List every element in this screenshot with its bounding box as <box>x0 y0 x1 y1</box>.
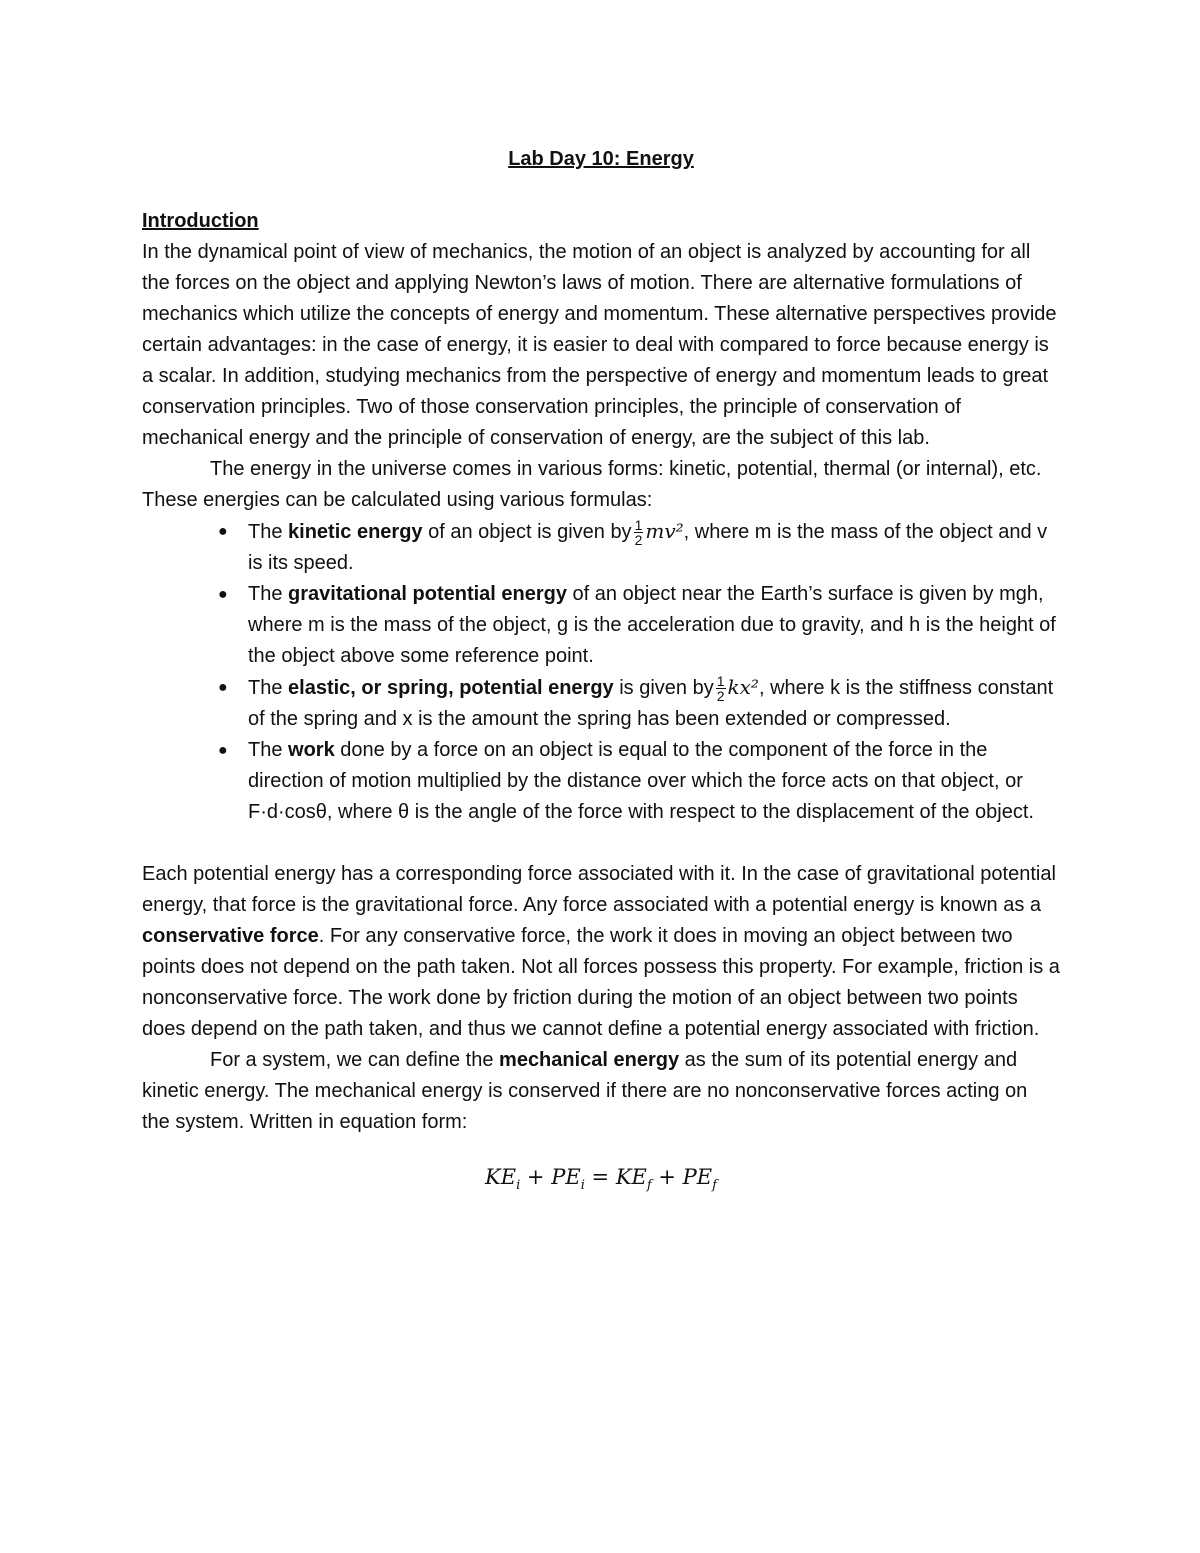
bullet-icon: ● <box>218 679 228 696</box>
paragraph-text: as the sum of its potential energy and kinetic energy. The mechanical energy is conserved if there are no nonconservative forces acting on the system. Written in equation form: <box>142 1049 1028 1133</box>
equation-subscript: f <box>712 1178 717 1194</box>
equation-term: KE <box>485 1165 517 1189</box>
bullet-icon: ● <box>218 523 228 540</box>
equation-subscript: f <box>646 1178 652 1194</box>
fraction-numerator: 1 <box>634 517 643 534</box>
list-item-gravitational-potential-energy <box>142 579 1060 672</box>
document-body <box>142 144 1060 1201</box>
intro-paragraph-1: In the dynamical point of view of mechanics, the motion of an object is analyzed by accounting for all the forces on the object and applying Newton’s laws of motion. There are alternative formulations of mechanics which utilize the concepts of energy and momentum. These alternative perspectives provide certain advantages: in the case of energy, it is easier to deal with compared to force because energy is a scalar. In addition, studying mechanics from the perspective of energy and momentum leads to great conservation principles. Two of those conservation principles, the principle of conservation of mechanical energy and the principle of conservation of energy, are the subject of this lab. <box>142 241 1057 449</box>
list-item-kinetic-energy <box>142 516 1060 579</box>
page-title: Lab Day 10: Energy <box>508 148 694 170</box>
fraction-denominator: 2 <box>634 532 643 549</box>
paragraph-text: . For any conservative force, the work it does in moving an object between two points does not depend on the path taken. Not all forces possess this property. For example, friction is a nonconservative force. The work done by friction during the motion of an object between two points does depend on the path taken, and thus we cannot define a potential energy associated with friction. <box>142 925 1060 1040</box>
equation-operator: = <box>591 1165 610 1189</box>
intro-paragraph-2: The energy in the universe comes in various forms: kinetic, potential, thermal (or internal), etc. These energies can be calculated using various formulas: <box>142 458 1042 511</box>
list-item-work <box>142 735 1060 828</box>
bold-term: kinetic energy <box>288 521 423 543</box>
fraction-denominator: 2 <box>716 688 725 705</box>
fraction-one-half <box>634 518 644 547</box>
bullet-text: , where m is the mass of the object and v is its speed. <box>248 521 1048 574</box>
bullet-text: The <box>248 521 289 543</box>
equation-subscript: i <box>516 1178 521 1194</box>
bullet-text: done by a force on an object is equal to the component of the force in the direction of motion multiplied by the distance over which the force acts on that object, or F·d·cosθ, where θ is the angle of the force with respect to the displacement of the object. <box>248 739 1034 823</box>
bullet-text: is given by <box>613 677 714 699</box>
equation-operator: + <box>658 1165 676 1189</box>
math-expression: mv² <box>645 519 684 543</box>
equation-operator: + <box>526 1165 545 1189</box>
equation-term: PE <box>551 1165 581 1189</box>
paragraph-text: For a system, we can define the <box>210 1049 500 1071</box>
list-item-elastic-potential-energy <box>142 672 1060 735</box>
bold-term: conservative force <box>142 925 319 947</box>
bullet-text: of an object is given by <box>422 521 632 543</box>
bullet-text: The <box>248 677 289 699</box>
bold-term: elastic, or spring, potential energy <box>288 677 614 699</box>
equation-term: KE <box>615 1165 647 1189</box>
section-heading-introduction: Introduction <box>142 210 259 232</box>
conservation-equation <box>142 1162 1060 1201</box>
bullet-text: The <box>248 583 289 605</box>
bullet-icon: ● <box>218 586 228 603</box>
fraction-one-half <box>716 674 726 703</box>
bullet-text: , where k is the stiffness constant of the spring and x is the amount the spring has been extended or compressed. <box>248 677 1054 730</box>
energy-formula-list <box>142 516 1060 828</box>
fraction-numerator: 1 <box>716 673 725 690</box>
equation-subscript: i <box>580 1178 585 1194</box>
paragraph-conservative-force <box>142 859 1060 1045</box>
bold-term: work <box>288 739 335 761</box>
math-expression: kx² <box>727 675 759 699</box>
bold-term: mechanical energy <box>499 1049 680 1071</box>
bullet-icon: ● <box>218 742 228 759</box>
spacer <box>142 828 1060 859</box>
paragraph-text: Each potential energy has a corresponding force associated with it. In the case of gravitational potential energy, that force is the gravitational force. Any force associated with a potential energy is known as a <box>142 863 1056 916</box>
bullet-text: The <box>248 739 289 761</box>
equation-term: PE <box>682 1165 713 1189</box>
paragraph-mechanical-energy <box>142 1045 1060 1138</box>
bullet-text: of an object near the Earth’s surface is given by mgh, where m is the mass of the object, g is the acceleration due to gravity, and h is the height of the object above some reference point. <box>248 583 1056 667</box>
bold-term: gravitational potential energy <box>288 583 567 605</box>
